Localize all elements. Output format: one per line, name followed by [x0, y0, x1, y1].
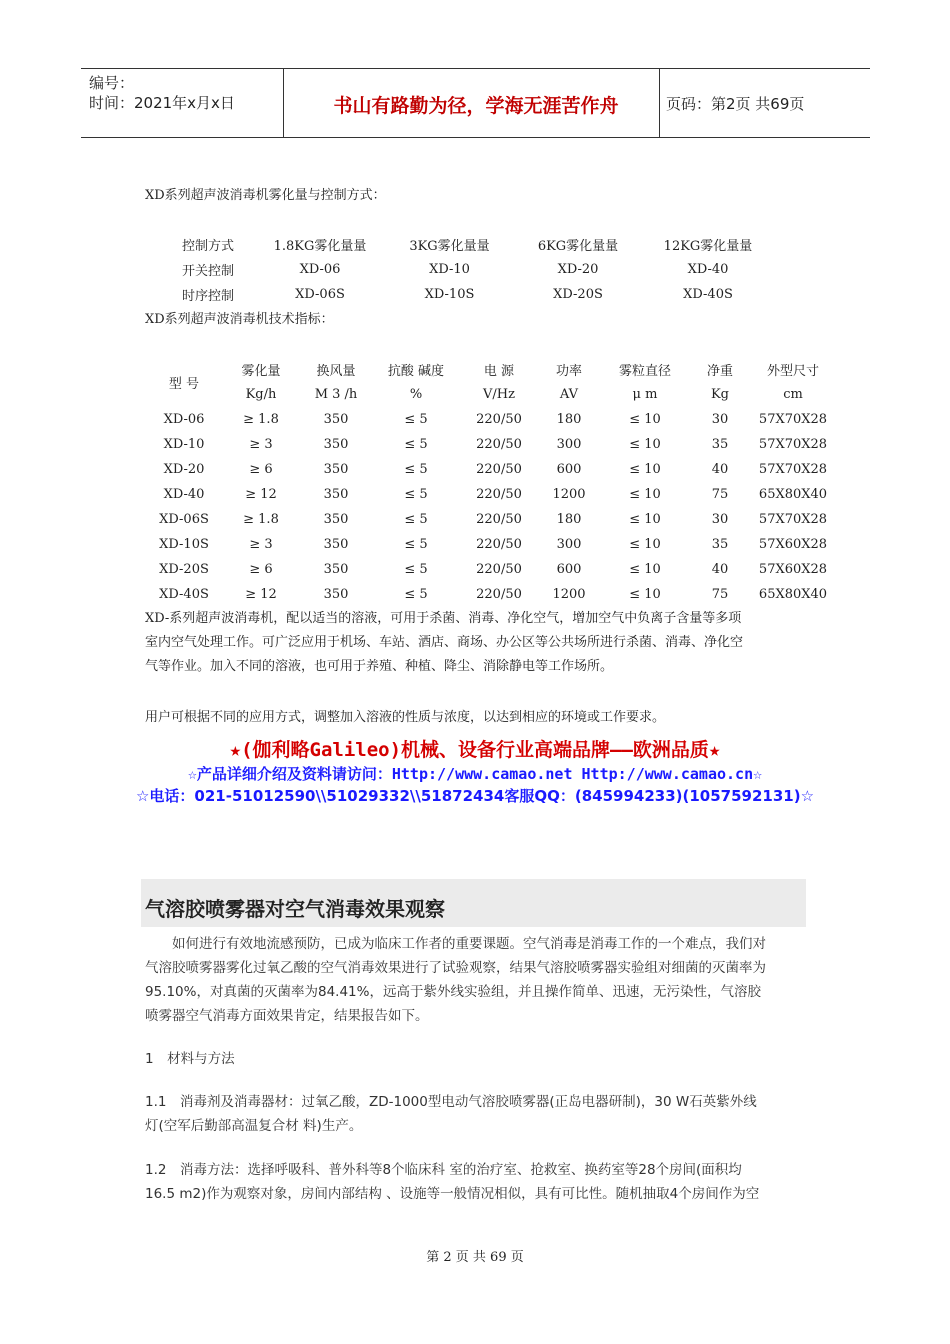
table-cell: 65X80X40 — [758, 587, 828, 602]
paragraph-1-1 — [145, 1090, 810, 1138]
table-cell: 600 — [556, 562, 582, 577]
table-cell: XD-40 — [163, 487, 205, 502]
intro-fog-text: XD系列超声波消毒机雾化量与控制方式： — [145, 188, 386, 203]
table-header-cell: % — [409, 387, 423, 402]
table-header-cell: M 3 /h — [314, 387, 358, 402]
table-row — [145, 507, 837, 532]
table-header-cell: μ m — [632, 387, 658, 402]
table-cell: ≥ 3 — [249, 437, 273, 452]
table-header-cell: 换风量 — [316, 364, 356, 379]
paragraph-line: 1.1 消毒剂及消毒器材：过氧乙酸，ZD-1000型电动气溶胶喷雾器(正岛电器研制)，30 W石英紫外线 — [145, 1094, 757, 1110]
header-divider — [283, 69, 284, 137]
table-cell: XD-20 — [163, 462, 205, 477]
table-cell: 35 — [711, 537, 729, 552]
table-cell: 180 — [556, 512, 582, 527]
table-cell: XD-20S — [159, 562, 209, 577]
page-header — [81, 68, 870, 138]
table-cell: 350 — [323, 412, 349, 427]
table-cell: 57X70X28 — [758, 412, 828, 427]
paragraph-line: 如何进行有效地流感预防，已成为临床工作者的重要课题。空气消毒是消毒工作的一个难点，我们对 — [145, 936, 766, 952]
table-cell: 220/50 — [476, 562, 522, 577]
table-header-row — [145, 357, 837, 382]
table-cell: 300 — [556, 537, 582, 552]
description-line: XD-系列超声波消毒机，配以适当的溶液，可用于杀菌、消毒、净化空气，增加空气中负离子含量等多项 — [145, 611, 742, 626]
paragraph-line: 16.5 m2)作为观察对象，房间内部结构 、设施等一般情况相似，具有可比性。随机抽取4个房间作为空 — [145, 1186, 760, 1202]
table-row — [145, 432, 837, 457]
paragraph-line: 灯(空军后勤部高温复合材 料)生产。 — [145, 1118, 363, 1134]
doc-number-label: 编号： — [89, 74, 135, 92]
table-header-cell: 功率 — [555, 364, 582, 379]
table-cell: 开关控制 — [181, 264, 234, 279]
table-cell: ≥ 12 — [245, 587, 277, 602]
table-header-cell: 控制方式 — [181, 239, 234, 254]
table-cell: 350 — [323, 437, 349, 452]
promo-phone-line: ☆电话：021-51012590\\51029332\\51872434客服QQ：(845994233)(1057592131)☆ — [135, 787, 815, 805]
table-header-cell: 净重 — [706, 364, 733, 379]
table-header-cell: Kg/h — [245, 387, 277, 402]
table-cell: ≤ 10 — [629, 487, 661, 502]
table-cell: 40 — [711, 562, 729, 577]
table-cell: 220/50 — [476, 487, 522, 502]
table-cell: XD-40S — [159, 587, 209, 602]
table-cell: 1200 — [552, 487, 586, 502]
paragraph-line: 95.10%，对真菌的灭菌率为84.41%，远高于紫外线实验组，并且操作简单、迅速，无污染性，气溶胶 — [145, 984, 761, 1000]
table-cell: 30 — [711, 412, 729, 427]
table-cell: 350 — [323, 487, 349, 502]
header-meta — [89, 73, 235, 113]
table-row — [145, 557, 837, 582]
table-cell: 350 — [323, 562, 349, 577]
table-header-cell: 雾化量 — [241, 364, 281, 379]
table-cell: 300 — [556, 437, 582, 452]
table-cell: ≤ 10 — [629, 437, 661, 452]
doc-date: 时间：2021年x月x日 — [89, 94, 235, 112]
table-cell: ≤ 10 — [629, 587, 661, 602]
table-cell: 180 — [556, 412, 582, 427]
table-cell: XD-40S — [683, 287, 733, 302]
table-cell: 350 — [323, 587, 349, 602]
header-slogan: 书山有路勤为径，学海无涯苦作舟 — [333, 95, 619, 117]
table-cell: 时序控制 — [181, 289, 234, 304]
table-cell: XD-06 — [299, 262, 341, 277]
table-header-cell: AV — [559, 387, 579, 402]
table-cell: 40 — [711, 462, 729, 477]
table-cell: 65X80X40 — [758, 487, 828, 502]
table-cell: ≥ 6 — [249, 562, 273, 577]
table-cell: 57X60X28 — [758, 537, 828, 552]
table-cell: 220/50 — [476, 462, 522, 477]
table-cell: 220/50 — [476, 412, 522, 427]
table-row — [145, 407, 837, 432]
table-cell: XD-06S — [159, 512, 209, 527]
table-row — [162, 257, 773, 282]
table-header-cell: cm — [783, 387, 803, 402]
table-header-cell: 3KG雾化量量 — [409, 239, 490, 254]
table-cell: 600 — [556, 462, 582, 477]
table-cell: ≥ 6 — [249, 462, 273, 477]
table-header-cell: 外型尺寸 — [766, 364, 819, 379]
table-header-cell: 6KG雾化量量 — [537, 239, 619, 254]
table-cell: 1200 — [552, 587, 586, 602]
table-cell: ≤ 5 — [404, 437, 428, 452]
heading-materials-methods: 1 材料与方法 — [145, 1051, 235, 1067]
table-cell: ≤ 5 — [404, 512, 428, 527]
user-note: 用户可根据不同的应用方式，调整加入溶液的性质与浓度，以达到相应的环境或工作要求。 — [145, 710, 666, 725]
table-row — [145, 582, 837, 607]
spec-table — [145, 357, 837, 607]
control-table — [162, 232, 773, 307]
description-line: 气等作业。加入不同的溶液，也可用于养殖、种植、降尘、消除静电等工作场所。 — [145, 659, 614, 674]
table-cell: 350 — [323, 512, 349, 527]
table-header-cell: 抗酸 碱度 — [387, 364, 445, 379]
table-cell: 57X60X28 — [758, 562, 828, 577]
intro-spec-text: XD系列超声波消毒机技术指标： — [145, 312, 334, 327]
table-cell: ≤ 10 — [629, 412, 661, 427]
table-cell: 350 — [323, 537, 349, 552]
table-header-cell: 12KG雾化量量 — [663, 239, 753, 254]
table-cell: XD-20 — [557, 262, 599, 277]
table-cell: ≥ 12 — [245, 487, 277, 502]
table-cell: 350 — [323, 462, 349, 477]
table-cell: XD-10 — [163, 437, 205, 452]
table-row — [145, 457, 837, 482]
table-cell: 35 — [711, 437, 729, 452]
table-header-cell: 型 号 — [168, 376, 200, 392]
table-cell: ≤ 5 — [404, 562, 428, 577]
table-cell: ≤ 5 — [404, 487, 428, 502]
table-cell: ≤ 10 — [629, 562, 661, 577]
table-header-cell: 1.8KG雾化量量 — [273, 239, 367, 254]
table-cell: XD-06 — [163, 412, 205, 427]
table-cell: 220/50 — [476, 587, 522, 602]
table-header-cell: V/Hz — [483, 387, 515, 402]
table-cell: ≥ 1.8 — [243, 512, 279, 527]
table-cell: 30 — [711, 512, 729, 527]
table-cell: XD-10 — [429, 262, 470, 277]
table-cell: XD-10S — [159, 537, 209, 552]
table-cell: XD-06S — [295, 287, 345, 302]
table-row — [145, 532, 837, 557]
table-header-row — [162, 232, 773, 257]
description — [145, 607, 825, 679]
table-cell: 220/50 — [476, 512, 522, 527]
table-row — [145, 482, 837, 507]
table-cell: ≤ 10 — [629, 512, 661, 527]
paragraph-intro — [145, 932, 810, 1028]
section-title: 气溶胶喷雾器对空气消毒效果观察 — [145, 897, 445, 921]
table-cell: ≥ 1.8 — [243, 412, 279, 427]
paragraph-line: 气溶胶喷雾器雾化过氧乙酸的空气消毒效果进行了试验观察，结果气溶胶喷雾器实验组对细菌的灭菌率为 — [145, 960, 766, 976]
table-cell: XD-40 — [687, 262, 729, 277]
table-header-cell: 电 源 — [483, 364, 515, 379]
table-header-cell: 雾粒直径 — [618, 364, 671, 379]
table-cell: XD-10S — [424, 287, 475, 302]
table-cell: XD-20S — [553, 287, 603, 302]
table-cell: 220/50 — [476, 537, 522, 552]
table-cell: 75 — [711, 587, 729, 602]
paragraph-line: 喷雾器空气消毒方面效果肯定，结果报告如下。 — [145, 1008, 429, 1024]
table-header-cell: Kg — [710, 387, 730, 402]
table-cell: ≤ 10 — [629, 462, 661, 477]
paragraph-1-2 — [145, 1158, 810, 1206]
table-cell: 57X70X28 — [758, 512, 828, 527]
promo-brand-line: ★(伽利略Galileo)机械、设备行业高端品牌——欧洲品质★ — [229, 739, 721, 761]
table-cell: 57X70X28 — [758, 437, 828, 452]
table-cell: ≤ 10 — [629, 537, 661, 552]
page-footer: 第 2 页 共 69 页 — [426, 1250, 524, 1265]
table-cell: 75 — [711, 487, 729, 502]
table-cell: ≤ 5 — [404, 537, 428, 552]
table-cell: 57X70X28 — [758, 462, 828, 477]
description-line: 室内空气处理工作。可广泛应用于机场、车站、酒店、商场、办公区等公共场所进行杀菌、消毒、净化空 — [145, 635, 744, 650]
table-cell: 220/50 — [476, 437, 522, 452]
table-cell: ≤ 5 — [404, 587, 428, 602]
table-cell: ≥ 3 — [249, 537, 273, 552]
promo-website-line: ☆产品详细介绍及资料请访问：Http://www.camao.net Http://www.camao.cn☆ — [187, 765, 763, 783]
header-page-info: 页码：第2页 共69页 — [666, 95, 805, 113]
table-cell: ≤ 5 — [404, 412, 428, 427]
table-row — [162, 282, 773, 307]
table-cell: ≤ 5 — [404, 462, 428, 477]
paragraph-line: 1.2 消毒方法：选择呼吸科、普外科等8个临床科 室的治疗室、抢救室、换药室等28个房间(面积均 — [145, 1162, 742, 1178]
table-header-row — [145, 382, 837, 407]
